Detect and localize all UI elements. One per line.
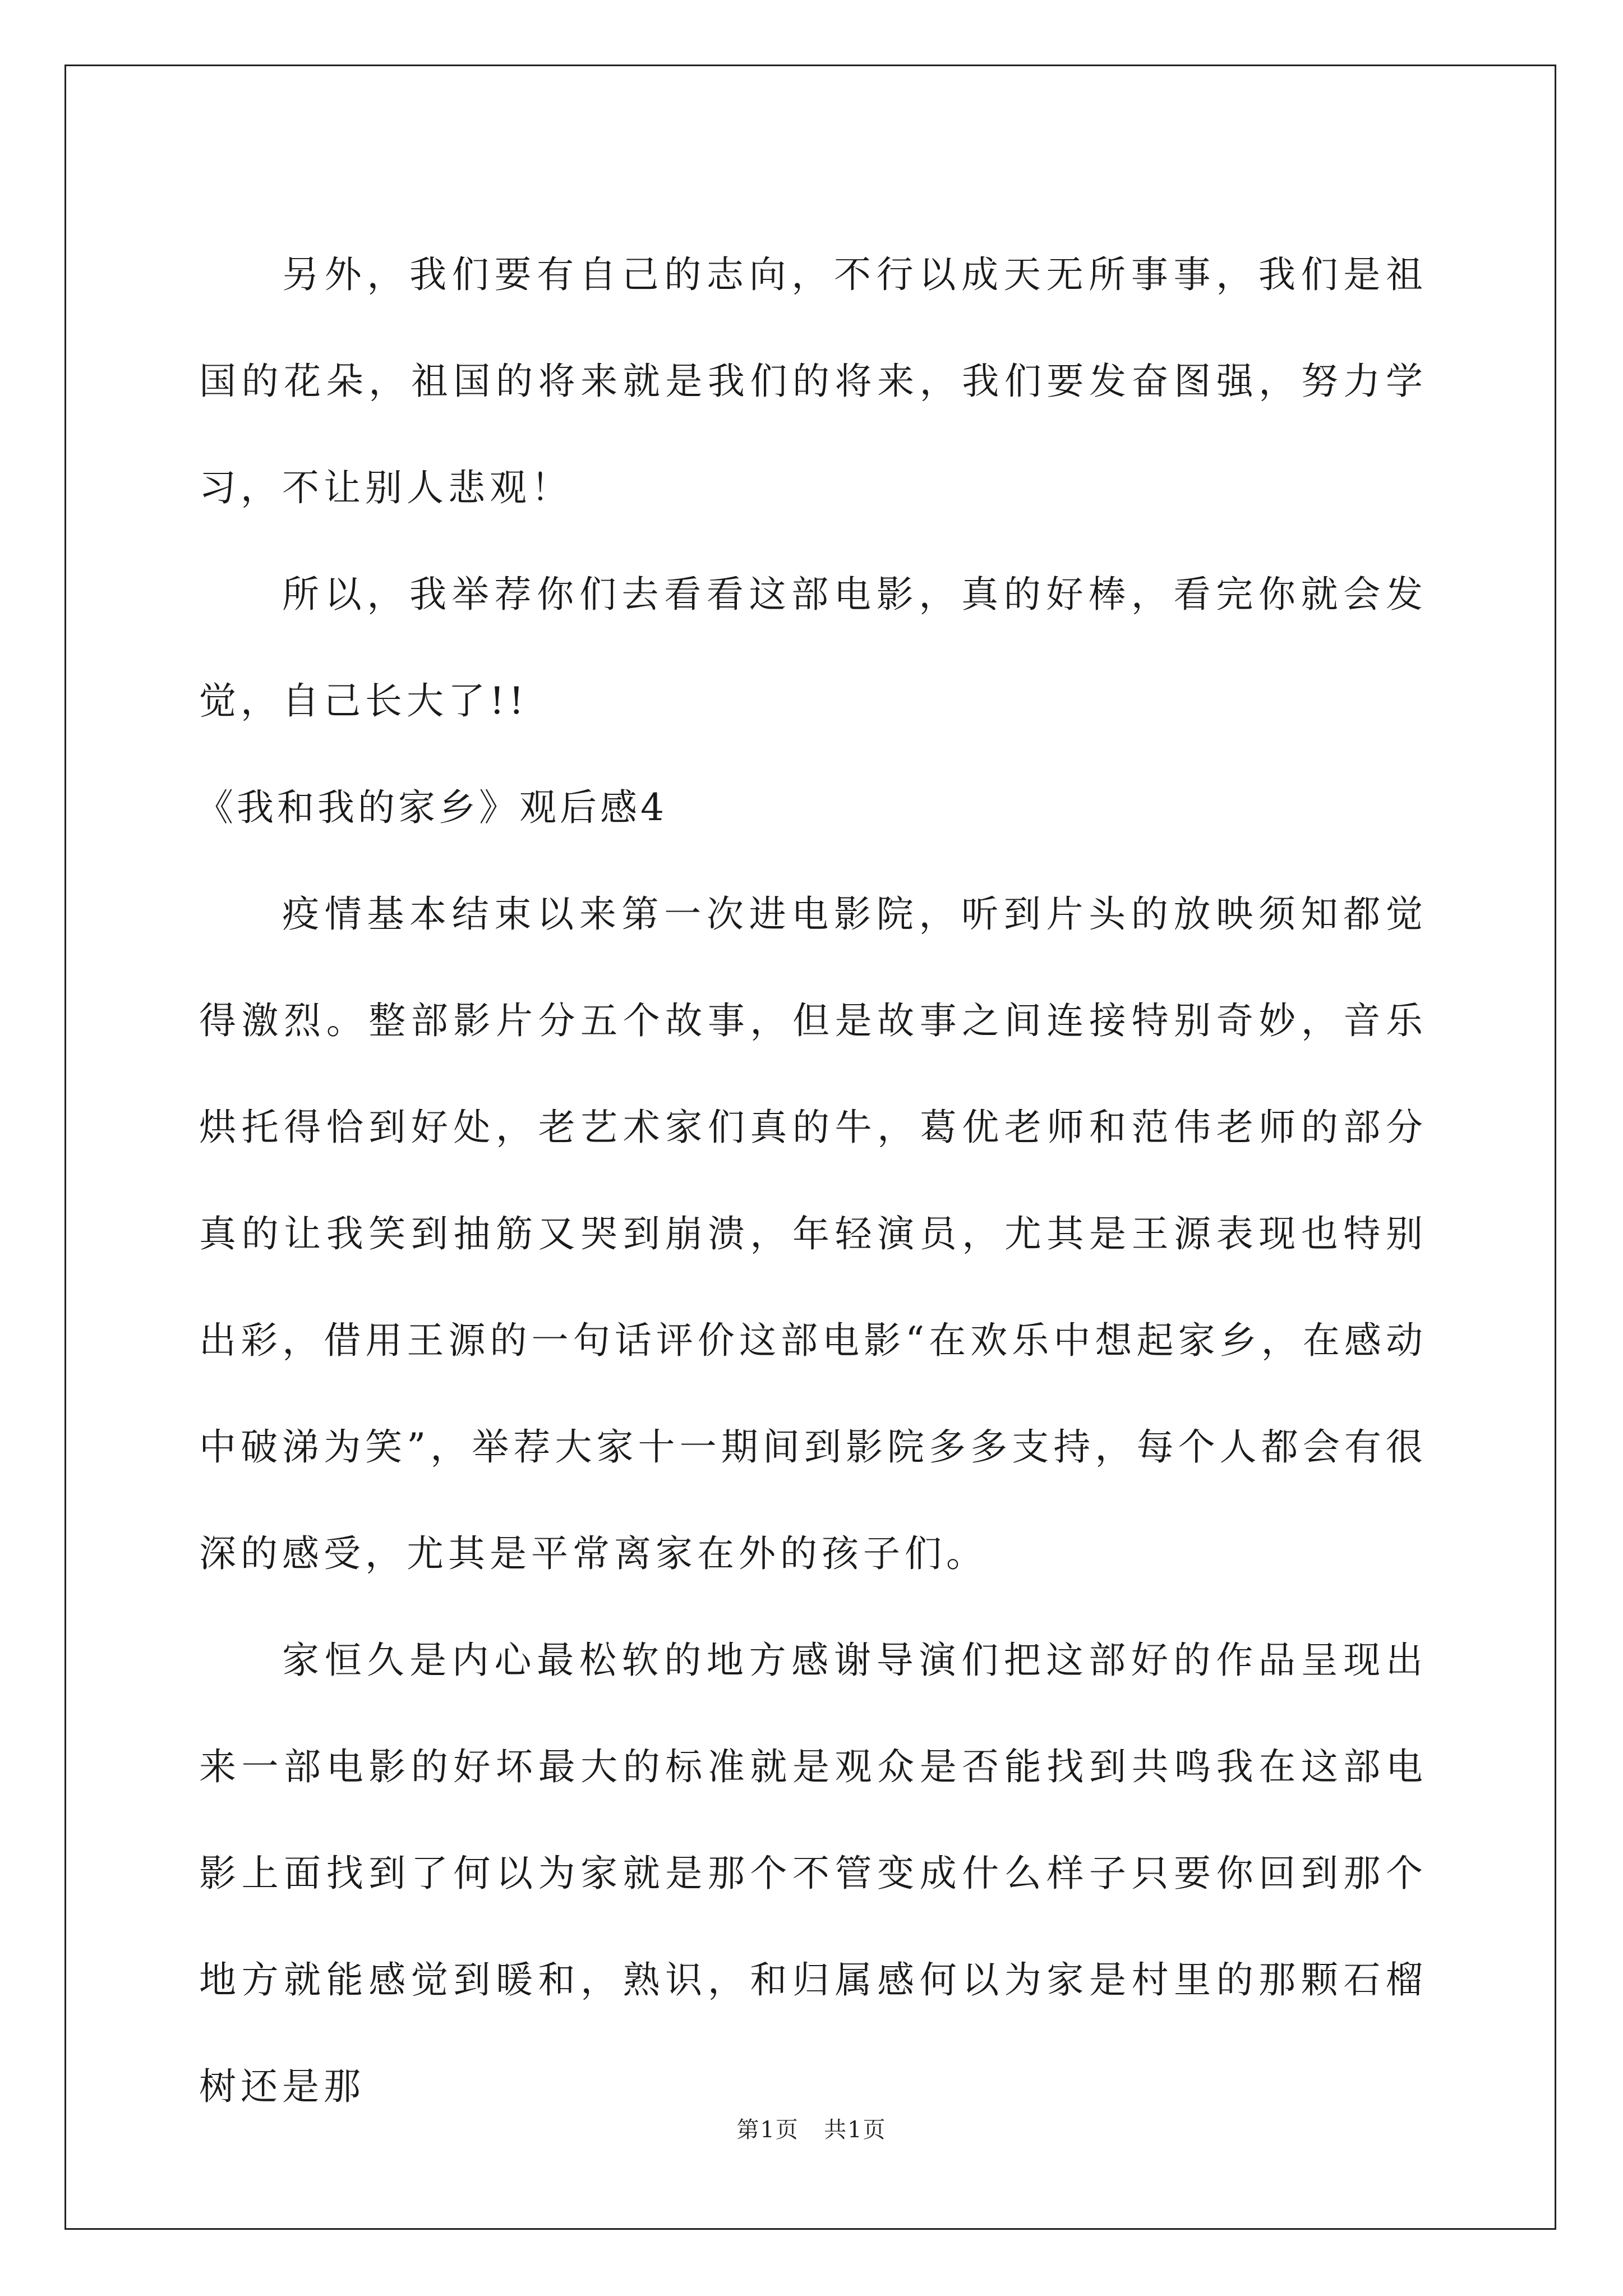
section-title: 《我和我的家乡》观后感4 — [196, 786, 667, 829]
footer-spacer — [799, 2117, 824, 2143]
paragraph: 家恒久是内心最松软的地方感谢导演们把这部好的作品呈现出来一部电影的好坏最大的标准就是观众是否能找到共鸣我在这部电影上面找到了何以为家就是那个不管变成什么样子只要你回到那个地方就能感觉到暖和，熟识，和归属感何以为家是村里的那颗石榴树还是那 — [199, 1639, 1427, 2108]
paragraph: 所以，我举荐你们去看看这部电影，真的好棒，看完你就会发觉，自己长大了!! — [199, 573, 1427, 723]
page-footer — [0, 2112, 1623, 2144]
document-body — [196, 222, 1427, 2140]
paragraph: 另外，我们要有自己的志向，不行以成天无所事事，我们是祖国的花朵，祖国的将来就是我们的将来，我们要发奋图强，努力学习，不让别人悲观！ — [199, 253, 1427, 509]
page-total: 共1页 — [824, 2117, 887, 2143]
page-number: 第1页 — [736, 2117, 799, 2143]
paragraph: 疫情基本结束以来第一次进电影院，听到片头的放映须知都觉得激烈。整部影片分五个故事，但是故事之间连接特别奇妙，音乐烘托得恰到好处，老艺术家们真的牛，葛优老师和范伟老师的部分真的让我笑到抽筋又哭到崩溃，年轻演员，尤其是王源表现也特别出彩，借用王源的一句话评价这部电影“在欢乐中想起家乡，在感动中破涕为笑”，举荐大家十一期间到影院多多支持，每个人都会有很深的感受，尤其是平常离家在外的孩子们。 — [199, 892, 1427, 1575]
